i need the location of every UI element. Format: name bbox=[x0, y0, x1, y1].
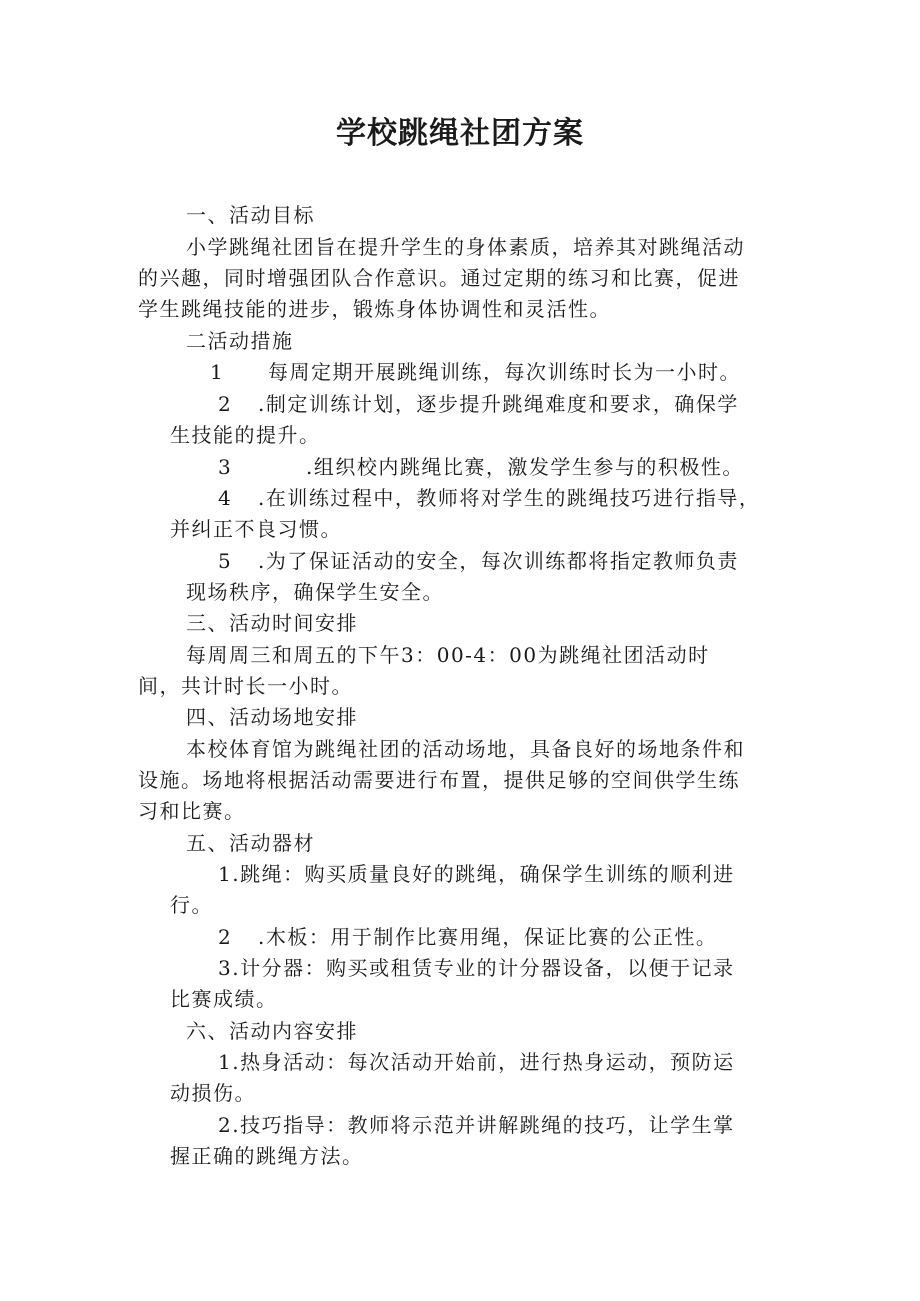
document-title: 学校跳绳社团方案 bbox=[336, 116, 584, 151]
list-item-continuation: 动损伤。 bbox=[170, 1081, 256, 1105]
paragraph-line: 习和比赛。 bbox=[138, 799, 246, 823]
list-item-text: 每周定期开展跳绳训练，每次训练时长为一小时。 bbox=[268, 360, 741, 384]
list-item: 1.热身活动：每次活动开始前，进行热身运动，预防运 bbox=[218, 1050, 735, 1074]
paragraph-line: 小学跳绳社团旨在提升学生的身体素质，培养其对跳绳活动 bbox=[186, 235, 745, 259]
section-heading-content: 六、活动内容安排 bbox=[186, 1019, 358, 1043]
list-item-number: 5 bbox=[218, 549, 233, 573]
list-item bbox=[218, 483, 760, 514]
paragraph-line: 本校体育馆为跳绳社团的活动场地，具备良好的场地条件和 bbox=[186, 737, 745, 761]
list-item-number: 4 bbox=[218, 486, 233, 510]
list-item-continuation: 并纠正不良习惯。 bbox=[170, 517, 342, 541]
section-heading-goal: 一、活动目标 bbox=[186, 203, 315, 227]
list-item-continuation: 生技能的提升。 bbox=[170, 423, 321, 447]
list-item-number: 2 bbox=[218, 925, 233, 949]
list-item bbox=[210, 357, 741, 388]
list-item: 1.跳绳：购买质量良好的跳绳，确保学生训练的顺利进 bbox=[218, 862, 735, 886]
list-item: 3.计分器：购买或租赁专业的计分器设备，以便于记录 bbox=[218, 956, 735, 980]
section-heading-equipment: 五、活动器材 bbox=[186, 831, 315, 855]
paragraph-line: 每周周三和周五的下午3：00-4：00为跳绳社团活动时 bbox=[186, 643, 710, 667]
list-item-continuation: 握正确的跳绳方法。 bbox=[170, 1144, 364, 1168]
list-item-continuation: 现场秩序，确保学生安全。 bbox=[186, 580, 444, 604]
list-item-text: .在训练过程中，教师将对学生的跳绳技巧进行指导， bbox=[258, 486, 761, 510]
list-item-text: .为了保证活动的安全，每次训练都将指定教师负责 bbox=[258, 549, 739, 573]
list-item-continuation: 行。 bbox=[170, 893, 213, 917]
section-heading-measures: 二活动措施 bbox=[186, 329, 294, 353]
section-heading-venue: 四、活动场地安排 bbox=[186, 705, 358, 729]
list-item: 2.技巧指导：教师将示范并讲解跳绳的技巧，让学生掌 bbox=[218, 1113, 735, 1137]
list-item bbox=[218, 389, 739, 420]
list-item-continuation: 比赛成绩。 bbox=[170, 987, 278, 1011]
section-heading-schedule: 三、活动时间安排 bbox=[186, 611, 358, 635]
list-item bbox=[218, 546, 739, 577]
paragraph-line: 学生跳绳技能的进步，锻炼身体协调性和灵活性。 bbox=[138, 297, 611, 321]
paragraph-line: 间，共计时长一小时。 bbox=[138, 674, 353, 698]
list-item bbox=[218, 922, 717, 953]
list-item-text: .制定训练计划，逐步提升跳绳难度和要求，确保学 bbox=[258, 392, 739, 416]
list-item bbox=[218, 452, 744, 483]
list-item-number: 1 bbox=[210, 360, 225, 384]
list-item-text: .木板：用于制作比赛用绳，保证比赛的公正性。 bbox=[258, 925, 718, 949]
list-item-text: .组织校内跳绳比赛，激发学生参与的积极性。 bbox=[306, 455, 744, 479]
list-item-number: 2 bbox=[218, 392, 233, 416]
list-item-number: 3 bbox=[218, 455, 233, 479]
paragraph-line: 设施。场地将根据活动需要进行布置，提供足够的空间供学生练 bbox=[138, 768, 740, 792]
paragraph-line: 的兴趣，同时增强团队合作意识。通过定期的练习和比赛，促进 bbox=[138, 266, 740, 290]
